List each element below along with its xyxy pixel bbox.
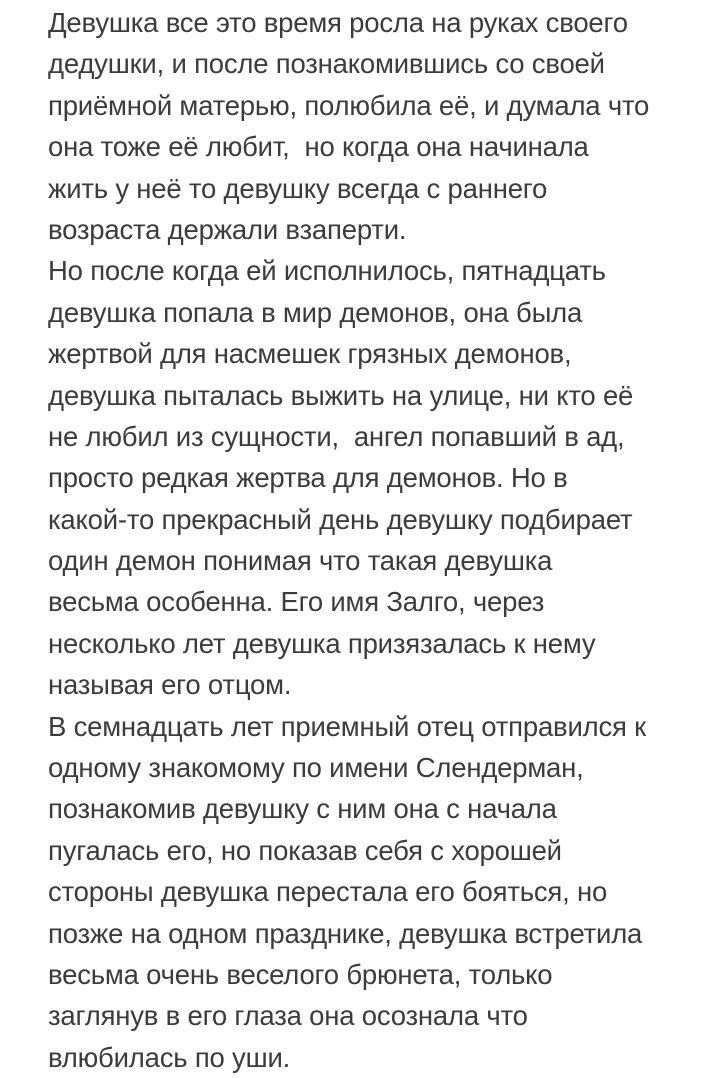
text-line: позже на одном празднике, девушка встретила — [48, 917, 643, 949]
text-line: один демон понимая что такая девушка — [48, 545, 553, 577]
text-line: В семнадцать лет приемный отец отправился к — [48, 710, 646, 742]
text-line: называя его отцом. — [48, 669, 292, 701]
text-line: дедушки, и после познакомившись со своей — [48, 48, 605, 80]
text-line: приёмной матерью, полюбила её, и думала что — [48, 89, 650, 121]
text-line: жертвой для насмешек грязных демонов, — [48, 338, 572, 370]
text-line: стороны девушка перестала его бояться, но — [48, 876, 608, 908]
text-line: познакомив девушку с ним она с начала — [48, 793, 557, 825]
text-line: Девушка все это время росла на руках своего — [48, 7, 628, 38]
text-line: одному знакомому по имени Слендерман, — [48, 752, 584, 784]
text-line: какой-то прекрасный день девушку подбирает — [48, 503, 633, 535]
text-line: она тоже её любит, но когда она начинала — [48, 131, 589, 163]
text-line: пугалась его, но показав себя с хорошей — [48, 834, 562, 866]
text-line: просто редкая жертва для демонов. Но в — [48, 462, 568, 494]
text-line: не любил из сущности, ангел попавший в ад, — [48, 420, 625, 452]
text-line: влюбилась по уши. — [48, 1041, 291, 1073]
text-line: Но после когда ей исполнилось, пятнадцать — [48, 255, 606, 287]
text-line: девушка пыталась выжить на улице, ни кто её — [48, 379, 634, 411]
text-line: весьма особенна. Его имя Залго, через — [48, 586, 545, 618]
story-text — [48, 2, 708, 1078]
text-line: несколько лет девушка призязалась к нему — [48, 627, 596, 659]
text-line: возраста держали взаперти. — [48, 213, 407, 245]
text-line: весьма очень веселого брюнета, только — [48, 958, 553, 990]
text-line: девушка попала в мир демонов, она была — [48, 296, 583, 328]
text-line: жить у неё то девушку всегда с раннего — [48, 172, 548, 204]
text-line: заглянув в его глаза она осознала что — [48, 1000, 528, 1032]
